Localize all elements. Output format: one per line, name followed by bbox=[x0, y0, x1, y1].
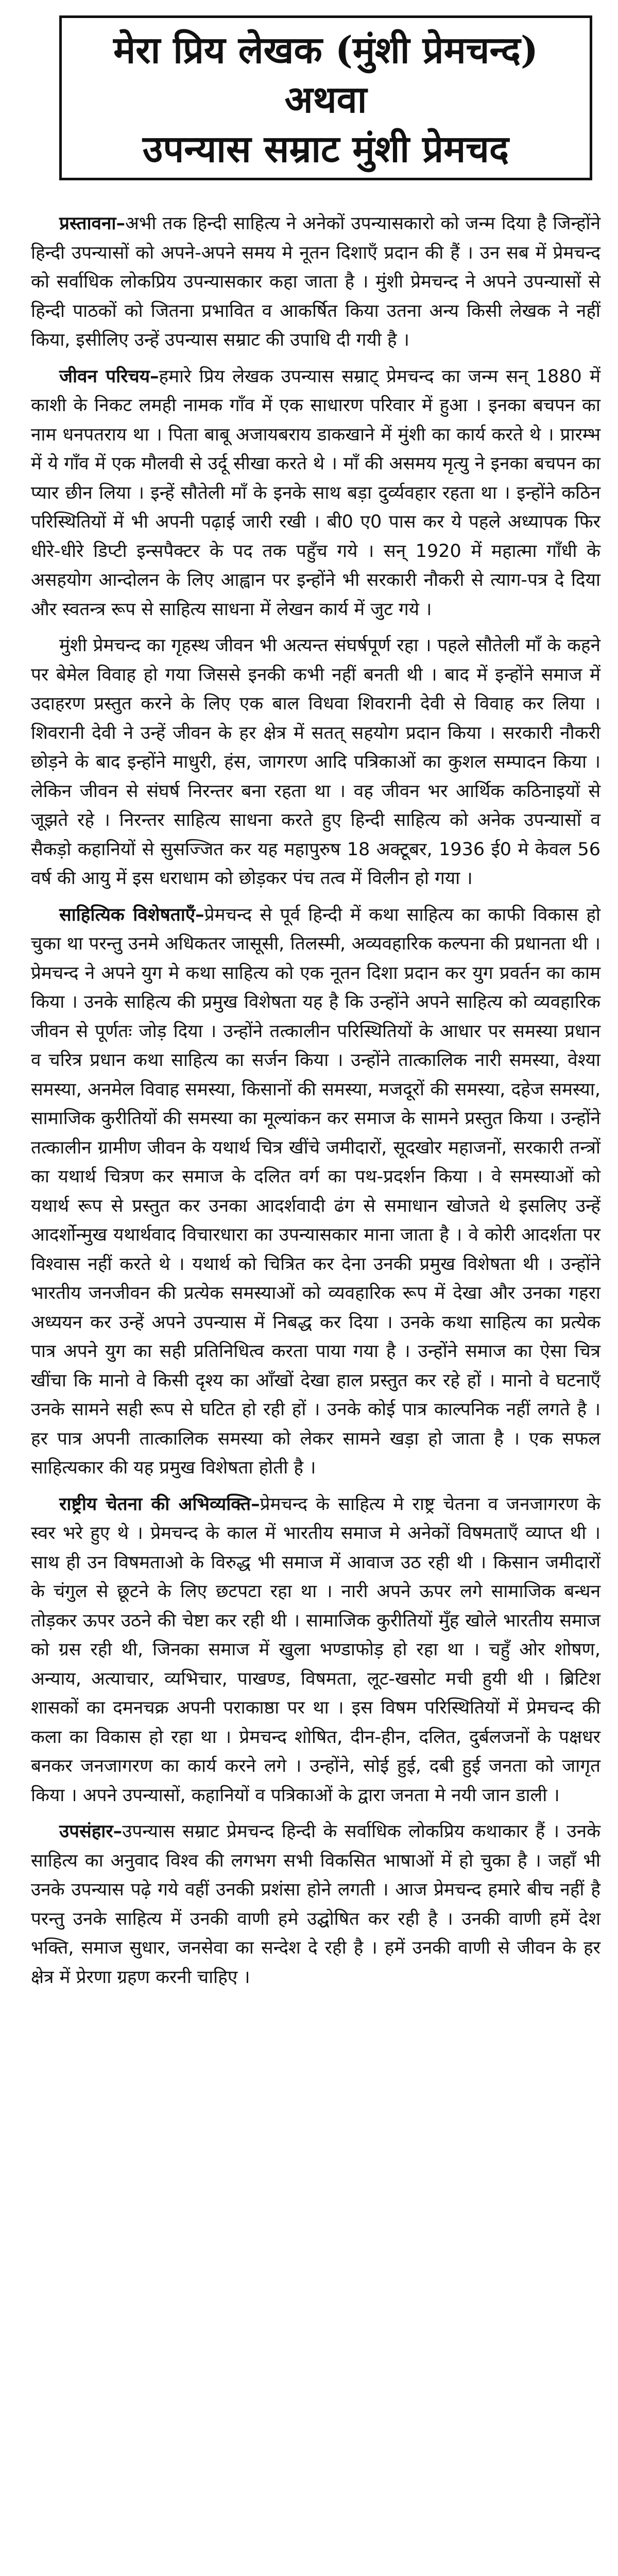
paragraph-conclusion bbox=[31, 1817, 600, 1992]
paragraph-heading: प्रस्तावना– bbox=[59, 213, 125, 234]
paragraph-heading: राष्ट्रीय चेतना की अभिव्यक्ति– bbox=[59, 1494, 260, 1515]
paragraph-family-life bbox=[31, 631, 600, 893]
essay-body bbox=[31, 209, 600, 1992]
title-line-3: उपन्यास सम्राट मुंशी प्रेमचद bbox=[142, 127, 509, 171]
paragraph-heading: उपसंहार– bbox=[59, 1821, 123, 1842]
paragraph-text: प्रेमचन्द के साहित्य मे राष्ट्र चेतना व जनजागरण के स्वर भरे हुए थे । प्रेमचन्द के काल में भारतीय समाज मे अनेकों विषमताएँ व्याप्त थी । साथ ही उन विषमताओ के विरुद्ध भी समाज में आवाज उठ रही थी । किसान जमीदारों के चंगुल से छूटने के लिए छटपटा रहा था । नारी अपने ऊपर लगे सामाजिक बन्धन तोड़कर ऊपर उठने की चेष्टा कर रही थी । सामाजिक कुरीतियों मुँह खोले भारतीय समाज को ग्रस रही थी, जिनका समाज में खुला भण्डाफोड़ हो रहा था । चहुँ ओर शोषण, अन्याय, अत्याचार, व्यभिचार, पाखण्ड, विषमता, लूट-खसोट मची हुयी थी । ब्रिटिश शासकों का दमनचक्र अपनी पराकाष्ठा पर था । इस विषम परिस्थितियों में प्रेमचन्द की कला का विकास हो रहा था । प्रेमचन्द शोषित, दीन-हीन, दलित, दुर्बलजनों के पक्षधर बनकर जनजागरण का कार्य करने लगे । उन्होंने, सोई हुई, दबी हुई जनता को जागृत किया । अपने उपन्यासों, कहानियों व पत्रिकाओं के द्वारा जनता मे नयी जान डाली । bbox=[31, 1494, 600, 1806]
paragraph-introduction bbox=[31, 209, 600, 355]
paragraph-text: मुंशी प्रेमचन्द का गृहस्थ जीवन भी अत्यन्त संघर्षपूर्ण रहा । पहले सौतेली माँ के कहने पर बेमेल विवाह हो गया जिससे इनकी कभी नहीं बनती थी । बाद में इन्होंने समाज में उदाहरण प्रस्तुत करने के लिए एक बाल विधवा शिवरानी देवी से विवाह कर लिया । शिवरानी देवी ने उन्हें जीवन के हर क्षेत्र में सतत् सहयोग प्रदान किया । सरकारी नौकरी छोड़ने के बाद इन्होंने माधुरी, हंस, जागरण आदि पत्रिकाओं का कुशल सम्पादन किया । लेकिन जीवन से संघर्ष निरन्तर बना रहता था । वह जीवन भर आर्थिक कठिनाइयों से जूझते रहे । निरन्तर साहित्य साधना करते हुए हिन्दी साहित्य को अनेक उपन्यासों व सैकड़ो कहानियों से सुसज्जित कर यह महापुरुष 18 अक्टूबर, 1936 ई0 मे केवल 56 वर्ष की आयु में इस धराधाम को छोड़कर पंच तत्व में विलीन हो गया । bbox=[31, 635, 600, 889]
paragraph-text: हमारे प्रिय लेखक उपन्यास सम्राट् प्रेमचन्द का जन्म सन् 1880 में काशी के निकट लमही नामक गाँव में एक साधारण परिवार में हुआ । इनका बचपन का नाम धनपतराय था । पिता बाबू अजायबराय डाकखाने में मुंशी का कार्य करते थे । प्रारम्भ में ये गाँव में एक मौलवी से उर्दू सीखा करते थे । माँ की असमय मृत्यु ने इनका बचपन का प्यार छीन लिया । इन्हें सौतेली माँ के इनके साथ बड़ा दुर्व्यवहार रहता था । इन्होंने कठिन परिस्थितियों में भी अपनी पढ़ाई जारी रखी । बी0 ए0 पास कर ये पहले अध्यापक फिर धीरे-धीरे डिप्टी इन्सपैक्टर के पद तक पहुँच गये । सन् 1920 में महात्मा गाँधी के असहयोग आन्दोलन के लिए आह्वान पर इन्होंने भी सरकारी नौकरी से त्याग-पत्र दे दिया और स्वतन्त्र रूप से साहित्य साधना में लेखन कार्य में जुट गये । bbox=[31, 366, 600, 620]
title-line-2: अथवा bbox=[284, 77, 367, 121]
paragraph-text: उपन्यास सम्राट प्रेमचन्द हिन्दी के सर्वाधिक लोकप्रिय कथाकार हैं । उनके साहित्य का अनुवाद विश्व की लगभग सभी विकसित भाषाओं में हो चुका है । जहाँ भी उनके उपन्यास पढ़े गये वहीं उनकी प्रशंसा होने लगती । आज प्रेमचन्द हमारे बीच नहीं है परन्तु उनके साहित्य में उनकी वाणी हमे उद्घोषित कर रही है । उनकी वाणी हमें देश भक्ति, समाज सुधार, जनसेवा का सन्देश दे रही है । हमें उनकी वाणी से जीवन के हर क्षेत्र में प्रेरणा ग्रहण करनी चाहिए । bbox=[31, 1821, 600, 1988]
paragraph-national-consciousness bbox=[31, 1490, 600, 1810]
paragraph-literary-features bbox=[31, 901, 600, 1483]
paragraph-heading: साहित्यिक विशेषताएँ– bbox=[59, 904, 204, 925]
paragraph-text: प्रेमचन्द से पूर्व हिन्दी में कथा साहित्य का काफी विकास हो चुका था परन्तु उनमे अधिकतर जासूसी, तिलस्मी, अव्यवहारिक कल्पना की प्रधानता थी । प्रेमचन्द ने अपने युग मे कथा साहित्य को एक नूतन दिशा प्रदान कर युग प्रवर्तन का काम किया । उनके साहित्य की प्रमुख विशेषता यह है कि उन्होंने अपने साहित्य को व्यवहारिक जीवन से पूर्णतः जोड़ दिया । उन्होंने तत्कालीन परिस्थितियों के आधार पर समस्या प्रधान व चरित्र प्रधान कथा साहित्य का सर्जन किया । उन्होंने तात्कालिक नारी समस्या, वेश्या समस्या, अनमेल विवाह समस्या, किसानों की समस्या, मजदूरों की समस्या, दहेज समस्या, सामाजिक कुरीतियों की समस्या का मूल्यांकन कर समाज के सामने प्रस्तुत किया । उन्होंने तत्कालीन ग्रामीण जीवन के यथार्थ चित्र खींचे जमीदारों, सूदखोर महाजनों, सरकारी तन्त्रों का यथार्थ चित्रण कर समाज के दलित वर्ग का पथ-प्रदर्शन किया । वे समस्याओं को यथार्थ रूप से प्रस्तुत कर उनका आदर्शवादी ढंग से समाधान खोजते थे इसलिए उन्हें आदर्शोन्मुख यथार्थवाद विचारधारा का उपन्यासकार माना जाता है । वे कोरी आदर्शता पर विश्वास नहीं करते थे । यथार्थ को चित्रित कर देना उनकी प्रमुख विशेषता थी । उन्होंने भारतीय जनजीवन की प्रत्येक समस्याओं को व्यवहारिक रूप में देखा और उनका गहरा अध्ययन कर उन्हें अपने उपन्यास में निबद्ध कर दिया । उनके कथा साहित्य का प्रत्येक पात्र अपने युग का सही प्रतिनिधित्व करता पाया गया है । उन्होंने समाज का ऐसा चित्र खींचा कि मानो वे किसी दृश्य का आँखों देखा हाल प्रस्तुत कर रहे हों । मानो वे घटनाएँ उनके सामने सही रूप से घटित हो रही हों । उनके कोई पात्र काल्पनिक नहीं लगते है । हर पात्र अपनी तात्कालिक समस्या को लेकर सामने खड़ा हो जाता है । एक सफल साहित्यकार की यह प्रमुख विशेषता होती है । bbox=[31, 904, 600, 1478]
paragraph-text: अभी तक हिन्दी साहित्य ने अनेकों उपन्यासकारो को जन्म दिया है जिन्होंने हिन्दी उपन्यासों को अपने-अपने समय मे नूतन दिशाएँ प्रदान की हैं । उन सब में प्रेमचन्द को सर्वाधिक लोकप्रिय उपन्यासकार कहा जाता है । मुंशी प्रेमचन्द ने अपने उपन्यासों से हिन्दी पाठकों को जितना प्रभावित व आकर्षित किया उतना अन्य किसी लेखक ने नहीं किया, इसीलिए उन्हें उपन्यास सम्राट की उपाधि दी गयी है । bbox=[31, 213, 600, 350]
title-box bbox=[59, 15, 592, 180]
paragraph-heading: जीवन परिचय– bbox=[59, 366, 159, 387]
paragraph-biography bbox=[31, 362, 600, 624]
title-line-1: मेरा प्रिय लेखक (मुंशी प्रेमचन्द) bbox=[113, 28, 538, 72]
